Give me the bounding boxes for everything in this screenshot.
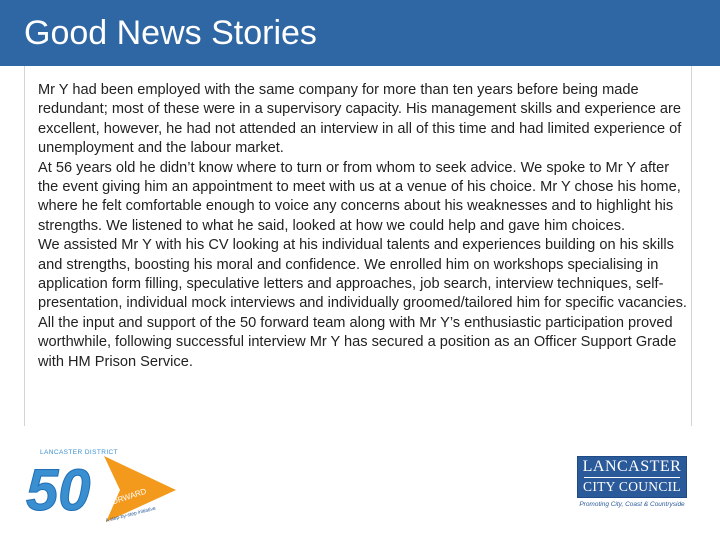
story-paragraph-3: We assisted Mr Y with his CV looking at his individual talents and experiences building on his skills and strengths, boosting his moral and confidence. We enrolled him on workshops specialising in application form filling, speculative letters and approaches, job search, interview techniques, self-presentation, individual mock interviews and individually groomed/tailored him for specific vacancies. [38, 237, 687, 312]
lancaster-city-council-logo [577, 456, 687, 514]
logo-district-text: LANCASTER DISTRICT [40, 449, 118, 456]
story-paragraph-2: At 56 years old he didn’t know where to turn or from whom to seek advice. We spoke to Mr Y after the event giving him an appointment to meet with us at a venue of his choice. Mr Y chose his home, where he felt comfortable enough to voice any concerns about his weaknesses and to highlight his strengths. We listened to what he said, looked at how we could help and gave him choices. [38, 159, 681, 234]
story-paragraph-4: All the input and support of the 50 forward team along with Mr Y’s enthusiastic participation proved worthwhile, following successful interview Mr Y has secured a position as an Officer Support Grade with HM Prison Service. [38, 314, 677, 370]
logo-number-text: 50 [26, 458, 91, 523]
story-text [38, 81, 688, 372]
slide-title: Good News Stories [24, 14, 317, 52]
council-logo-line1: LANCASTER [582, 458, 682, 475]
logo-tagline-text: A step-by-step initiative [105, 505, 157, 524]
fifty-forward-logo [26, 444, 196, 524]
council-logo-box [577, 456, 687, 498]
council-logo-line2: CITY COUNCIL [583, 479, 681, 494]
story-paragraph-1: Mr Y had been employed with the same company for more than ten years before being made redundant; most of these were in a supervisory capacity. His management skills and experience are excellent, however, he had not attended an interview in all of this time and had limited experience of unemployment and the labour market. [38, 82, 682, 157]
logo-forward-text: FORWARD [105, 486, 148, 508]
council-logo-tagline: Promoting City, Coast & Countryside [579, 501, 685, 508]
title-bar [0, 0, 720, 66]
